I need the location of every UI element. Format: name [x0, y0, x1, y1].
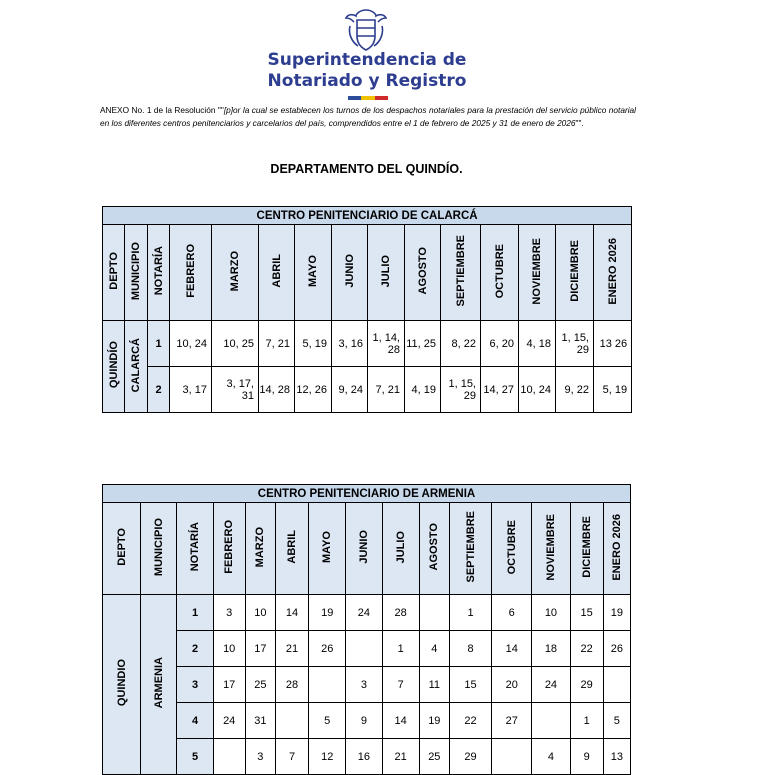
column-header [245, 503, 275, 595]
column-header-label: DICIEMBRE [568, 240, 581, 302]
organization-name [250, 50, 484, 92]
date-cell: 10, 24 [170, 321, 212, 367]
date-cell: 5 [309, 703, 346, 739]
column-header-label: MAYO [321, 531, 334, 563]
table-row [103, 367, 632, 413]
column-header-label: DEPTO [107, 252, 120, 290]
annex-prefix: ANEXO No. 1 de la Resolución "" [100, 105, 224, 115]
date-cell: 1, 15, 29 [441, 367, 481, 413]
date-cell: 8 [449, 631, 491, 667]
date-cell: 15 [570, 595, 603, 631]
date-cell: 5 [603, 703, 630, 739]
date-cell: 4, 18 [519, 321, 556, 367]
column-header [419, 503, 449, 595]
table-row [103, 739, 631, 775]
column-header [332, 225, 368, 321]
date-cell: 5, 19 [594, 367, 632, 413]
date-cell: 24 [213, 703, 245, 739]
column-header-label: SEPTIEMBRE [454, 235, 467, 307]
date-cell: 28 [382, 595, 419, 631]
flag-red [375, 96, 388, 100]
column-header-label: DICIEMBRE [580, 516, 593, 578]
column-header [481, 225, 519, 321]
date-cell: 21 [275, 631, 308, 667]
column-header [309, 503, 346, 595]
date-cell: 14, 27 [481, 367, 519, 413]
annex-suffix: "". [575, 118, 584, 128]
municipio-cell [125, 321, 148, 413]
municipio-label: CALARCÁ [130, 337, 142, 393]
date-cell: 29 [449, 739, 491, 775]
table-row [103, 667, 631, 703]
date-cell: 19 [419, 703, 449, 739]
date-cell: 4 [532, 739, 570, 775]
column-header-label: MARZO [229, 250, 241, 292]
date-cell: 13 26 [594, 321, 632, 367]
column-header-label: DEPTO [115, 528, 128, 566]
date-cell: 17 [245, 631, 275, 667]
date-cell [309, 667, 346, 703]
column-header-label: ABRIL [270, 254, 283, 288]
column-header-label: ENERO 2026 [610, 513, 623, 581]
column-header [441, 225, 481, 321]
column-header [368, 225, 405, 321]
date-cell: 15 [449, 667, 491, 703]
column-header-label: AGOSTO [416, 247, 429, 295]
date-cell: 3 [213, 595, 245, 631]
date-cell [213, 739, 245, 775]
department-title: DEPARTAMENTO DEL QUINDÍO. [270, 162, 463, 176]
date-cell: 16 [346, 739, 382, 775]
armenia-title: CENTRO PENITENCIARIO DE ARMENIA [103, 485, 631, 503]
table-row [103, 631, 631, 667]
date-cell: 9 [570, 739, 603, 775]
column-header [594, 225, 632, 321]
date-cell: 3 [245, 739, 275, 775]
column-header-label: FEBRERO [184, 244, 197, 298]
column-header-label: JUNIO [343, 254, 356, 288]
column-header [532, 503, 570, 595]
column-header [148, 225, 170, 321]
column-header-label: OCTUBRE [493, 243, 506, 299]
flag-bar [348, 96, 388, 100]
date-cell: 10 [245, 595, 275, 631]
column-header [570, 503, 603, 595]
column-header-label: AGOSTO [428, 523, 441, 571]
date-cell: 22 [449, 703, 491, 739]
calarca-schedule-table [102, 206, 632, 413]
date-cell: 12, 26 [295, 367, 332, 413]
depto-cell [103, 321, 125, 413]
column-header [492, 503, 532, 595]
date-cell: 24 [532, 667, 570, 703]
column-header-label: NOTARÍA [152, 246, 165, 296]
date-cell [346, 631, 382, 667]
date-cell: 8, 22 [441, 321, 481, 367]
column-header-label: NOTARÍA [189, 522, 201, 572]
date-cell: 1 [570, 703, 603, 739]
column-header [295, 225, 332, 321]
date-cell: 11, 25 [405, 321, 441, 367]
column-header [177, 503, 213, 595]
notaria-number: 1 [148, 321, 170, 367]
date-cell: 28 [275, 667, 308, 703]
date-cell [492, 739, 532, 775]
notaria-number: 1 [177, 595, 213, 631]
column-header [556, 225, 594, 321]
depto-cell [103, 595, 141, 775]
column-header-label: MUNICIPIO [152, 517, 165, 577]
date-cell [532, 703, 570, 739]
date-cell: 10, 24 [519, 367, 556, 413]
date-cell: 10, 25 [212, 321, 259, 367]
notaria-number: 2 [177, 631, 213, 667]
column-header-label: JUNIO [357, 530, 370, 564]
column-header [170, 225, 212, 321]
column-header-label: ENERO 2026 [606, 237, 619, 305]
column-header-label: JULIO [394, 530, 407, 564]
date-cell: 7 [382, 667, 419, 703]
date-cell: 1 [449, 595, 491, 631]
date-cell: 14, 28 [259, 367, 295, 413]
notaria-number: 4 [177, 703, 213, 739]
column-header-label: ABRIL [286, 530, 299, 564]
column-header [382, 503, 419, 595]
date-cell: 7 [275, 739, 308, 775]
date-cell: 10 [532, 595, 570, 631]
org-line-1: Superintendencia de [267, 50, 467, 70]
date-cell: 27 [492, 703, 532, 739]
notaria-number: 3 [177, 667, 213, 703]
column-header-label: MARZO [254, 526, 267, 568]
date-cell: 10 [213, 631, 245, 667]
date-cell: 9, 22 [556, 367, 594, 413]
date-cell: 25 [419, 739, 449, 775]
municipio-label: ARMENIA [152, 657, 165, 709]
date-cell: 14 [492, 631, 532, 667]
date-cell: 6 [492, 595, 532, 631]
annex-italic: [p]or la cual se establecen los turnos de los despachos notariales para la prestación del servicio público notarial en los diferentes centros penitenciarios y carcelarios del país, comprendidos entre el 1 de febrero de 2025 y 31 de enero de 2026 [100, 105, 637, 128]
column-header [346, 503, 382, 595]
column-header-label: JULIO [380, 254, 392, 288]
depto-label: QUINDIO [115, 659, 128, 707]
date-cell: 17 [213, 667, 245, 703]
column-header [103, 503, 141, 595]
date-cell: 22 [570, 631, 603, 667]
date-cell: 1 [382, 631, 419, 667]
column-header-label: NOVIEMBRE [531, 237, 543, 305]
org-line-2: Notariado y Registro [267, 71, 467, 91]
calarca-title: CENTRO PENITENCIARIO DE CALARCÁ [103, 207, 632, 225]
date-cell: 3, 17 [170, 367, 212, 413]
date-cell: 14 [382, 703, 419, 739]
date-cell: 26 [309, 631, 346, 667]
flag-yellow [361, 96, 374, 100]
date-cell: 4 [419, 631, 449, 667]
column-header-label: MAYO [307, 255, 319, 287]
column-header [125, 225, 148, 321]
notaria-number: 2 [148, 367, 170, 413]
table-row [103, 321, 632, 367]
column-header-label: NOVIEMBRE [544, 513, 557, 581]
column-header [103, 225, 125, 321]
date-cell: 19 [309, 595, 346, 631]
date-cell: 5, 19 [295, 321, 332, 367]
column-header-label: FEBRERO [223, 520, 236, 574]
column-header [603, 503, 630, 595]
date-cell: 25 [245, 667, 275, 703]
date-cell: 6, 20 [481, 321, 519, 367]
column-header [259, 225, 295, 321]
date-cell: 31 [245, 703, 275, 739]
flag-blue [348, 96, 361, 100]
date-cell: 20 [492, 667, 532, 703]
date-cell: 24 [346, 595, 382, 631]
column-header-label: SEPTIEMBRE [464, 511, 477, 583]
column-header [519, 225, 556, 321]
date-cell [275, 703, 308, 739]
date-cell: 7, 21 [368, 367, 405, 413]
armenia-schedule-table [102, 484, 631, 775]
date-cell: 14 [275, 595, 308, 631]
date-cell: 3, 17, 31 [212, 367, 259, 413]
table-row [103, 595, 631, 631]
coat-of-arms-logo [340, 6, 392, 52]
date-cell: 12 [309, 739, 346, 775]
date-cell [603, 667, 630, 703]
column-header [141, 503, 177, 595]
date-cell: 7, 21 [259, 321, 295, 367]
column-header [275, 503, 308, 595]
column-header [405, 225, 441, 321]
annex-text [100, 104, 636, 130]
date-cell: 21 [382, 739, 419, 775]
table-row [103, 703, 631, 739]
date-cell: 9 [346, 703, 382, 739]
date-cell: 3 [346, 667, 382, 703]
column-header [212, 225, 259, 321]
date-cell: 26 [603, 631, 630, 667]
notaria-number: 5 [177, 739, 213, 775]
column-header [213, 503, 245, 595]
date-cell: 9, 24 [332, 367, 368, 413]
municipio-cell [141, 595, 177, 775]
column-header [449, 503, 491, 595]
depto-label: QUINDÍO [107, 341, 120, 389]
date-cell: 19 [603, 595, 630, 631]
date-cell: 1, 15, 29 [556, 321, 594, 367]
date-cell: 18 [532, 631, 570, 667]
column-header-label: MUNICIPIO [130, 241, 142, 301]
date-cell: 29 [570, 667, 603, 703]
date-cell: 4, 19 [405, 367, 441, 413]
column-header-label: OCTUBRE [505, 519, 518, 575]
date-cell: 3, 16 [332, 321, 368, 367]
date-cell: 1, 14, 28 [368, 321, 405, 367]
date-cell [419, 595, 449, 631]
date-cell: 13 [603, 739, 630, 775]
date-cell: 11 [419, 667, 449, 703]
